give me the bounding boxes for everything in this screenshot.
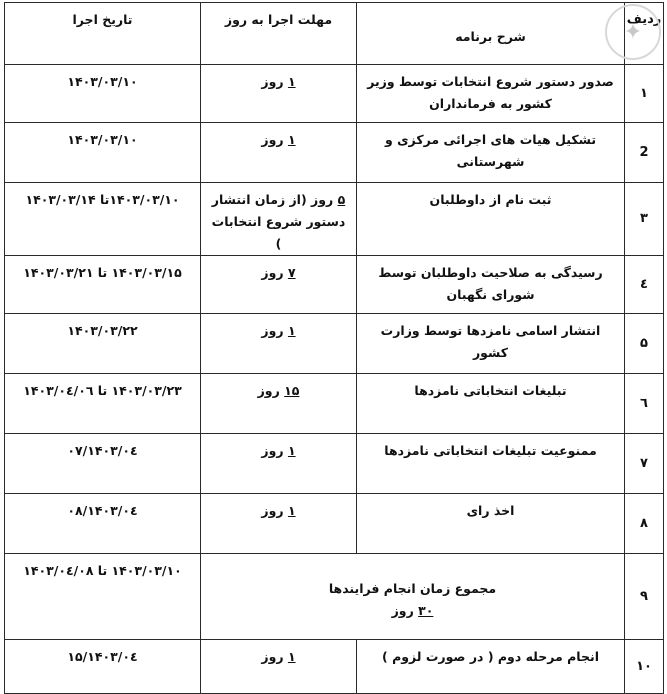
- duration-number: ۷: [287, 265, 296, 280]
- row-index: ۱: [625, 65, 664, 123]
- row-date: ۱۴۰۳/۰۳/۱۰: [5, 65, 201, 123]
- row-index: ٦: [625, 374, 664, 434]
- row-date: ۱۴۰۳/۰۳/۱۰: [5, 123, 201, 183]
- duration-number: ۱: [287, 132, 296, 147]
- table-row: [5, 494, 664, 554]
- duration-number: ۱: [287, 649, 296, 664]
- duration-unit: روز: [261, 265, 288, 280]
- duration-unit: روز: [391, 602, 419, 618]
- duration-unit: روز: [261, 649, 288, 664]
- row-description: رسیدگی به صلاحیت داوطلبان توسط شورای نگهبان: [357, 256, 625, 314]
- duration-number: ۱: [287, 323, 296, 338]
- duration-number: ۱: [287, 443, 296, 458]
- table-row: [5, 256, 664, 314]
- duration-number: ۱۵: [284, 383, 300, 398]
- row-index: ۷: [625, 434, 664, 494]
- header-date: تاریخ اجرا: [5, 3, 201, 65]
- row-index: ۸: [625, 494, 664, 554]
- duration-unit: روز: [261, 74, 288, 89]
- row-description: ممنوعیت تبلیغات انتخاباتی نامزدها: [357, 434, 625, 494]
- header-row: [5, 3, 664, 65]
- election-schedule-table: [4, 2, 664, 694]
- row-index: ٤: [625, 256, 664, 314]
- row-duration: [201, 314, 357, 374]
- header-duration: مهلت اجرا به روز: [201, 3, 357, 65]
- table-row: [5, 374, 664, 434]
- row-description: مجموع زمان انجام فرایندها: [328, 580, 497, 596]
- row-date: ۱۴۰۳/۰۳/۲۲: [5, 314, 201, 374]
- row-description: ثبت نام از داوطلبان: [357, 183, 625, 256]
- row-index: ۵: [625, 314, 664, 374]
- row-index: ۱۰: [625, 640, 664, 694]
- row-date: ۱۴۰۳/۰۳/۱۵ تا ۱۴۰۳/۰۳/۲۱: [5, 256, 201, 314]
- table-row: [5, 123, 664, 183]
- row-description: تبلیغات انتخاباتی نامزدها: [357, 374, 625, 434]
- duration-unit: روز: [257, 383, 285, 398]
- row-duration: [201, 183, 357, 256]
- row-duration: [201, 434, 357, 494]
- row-date: ۱۴۰۳/۰٤/۰۷: [5, 434, 201, 494]
- watermark-logo: ✦: [605, 4, 661, 60]
- row-description: انجام مرحله دوم ( در صورت لزوم ): [357, 640, 625, 694]
- table-row: [5, 554, 664, 640]
- duration-unit: روز: [261, 503, 288, 518]
- row-date: ۱۴۰۳/۰۳/۱۰تا ۱۴۰۳/۰۳/۱۴: [5, 183, 201, 256]
- row-duration: [201, 494, 357, 554]
- row-duration: [201, 123, 357, 183]
- duration-unit: روز: [261, 323, 288, 338]
- duration-number: ۳۰: [418, 602, 434, 618]
- header-index: ردیف: [625, 3, 664, 65]
- row-date: ۱۴۰۳/۰٤/۰۸: [5, 494, 201, 554]
- duration-number: ۵: [337, 192, 346, 207]
- duration-unit: روز (از زمان انتشار دستور شروع انتخابات ): [211, 192, 346, 251]
- row-date: ۱۴۰۳/۰۳/۱۰ تا ۱۴۰۳/۰٤/۰۸: [5, 554, 201, 640]
- row-description: اخذ رای: [357, 494, 625, 554]
- merged-total-cell: [201, 554, 625, 640]
- row-duration: [201, 256, 357, 314]
- duration-unit: روز: [261, 443, 288, 458]
- duration-number: ۱: [287, 74, 296, 89]
- row-index: 2: [625, 123, 664, 183]
- duration-unit: روز: [261, 132, 288, 147]
- table-row: [5, 314, 664, 374]
- table-row: [5, 640, 664, 694]
- row-date: ۱۴۰۳/۰۳/۲۳ تا ۱۴۰۳/۰٤/۰٦: [5, 374, 201, 434]
- row-duration: [201, 640, 357, 694]
- row-index: ۹: [625, 554, 664, 640]
- table-row: [5, 65, 664, 123]
- table-row: [5, 434, 664, 494]
- row-duration: [201, 65, 357, 123]
- table-row: [5, 183, 664, 256]
- row-duration: [201, 374, 357, 434]
- row-duration: [207, 600, 618, 622]
- header-description: شرح برنامه: [357, 3, 625, 65]
- row-description: انتشار اسامی نامزدها توسط وزارت کشور: [357, 314, 625, 374]
- duration-number: ۱: [287, 503, 296, 518]
- row-description: صدور دستور شروع انتخابات توسط وزیر کشور به فرمانداران: [357, 65, 625, 123]
- row-index: ۳: [625, 183, 664, 256]
- row-date: ۱۴۰۳/۰٤/۱۵: [5, 640, 201, 694]
- row-description: تشکیل هیات های اجرائی مرکزی و شهرستانی: [357, 123, 625, 183]
